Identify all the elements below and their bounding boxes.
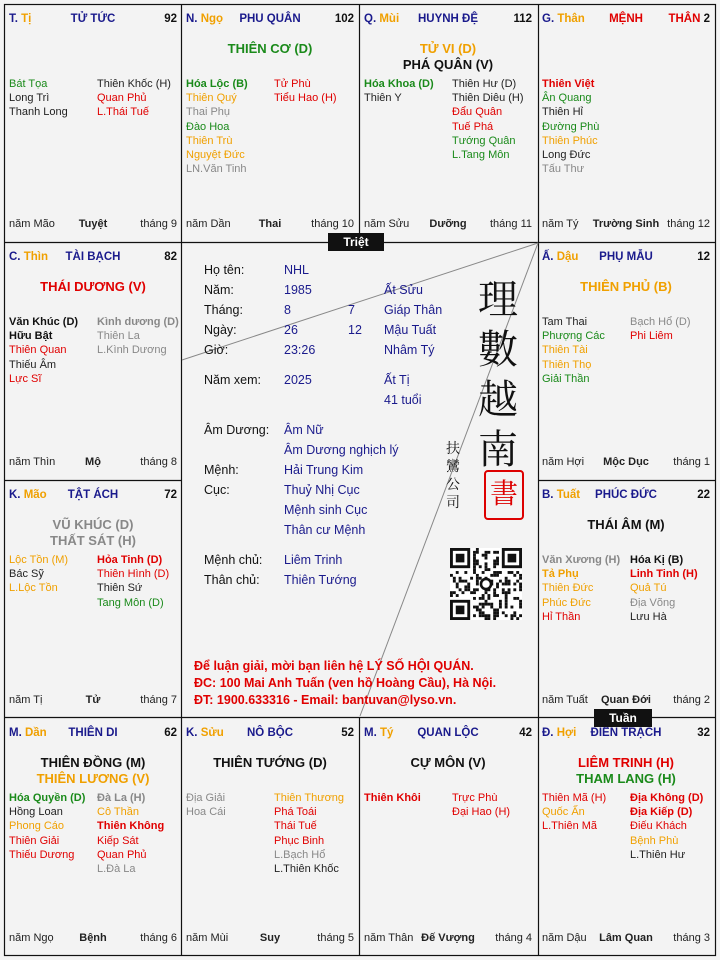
star: Hỉ Thần [542, 610, 581, 623]
palace-branch: C. Thìn [9, 251, 48, 263]
star: Thiên Sứ [97, 582, 143, 595]
left-stars [9, 77, 68, 120]
star: Cô Thần [97, 806, 139, 819]
star: Bác Sỹ [9, 568, 44, 581]
star: Thiên Đức [542, 582, 594, 595]
palace-name: PHỤ MẪU [599, 251, 653, 263]
star: Địa Giải [186, 792, 226, 804]
cell-month: tháng 5 [317, 932, 354, 944]
cell-stage: Lâm Quan [599, 932, 653, 944]
star: Tử Phù [274, 78, 311, 90]
branch-earthly: Thân [557, 13, 585, 25]
cell-stage: Thai [258, 218, 282, 230]
star: Thiên Giải [9, 834, 60, 847]
palace-cell-ngo [182, 5, 358, 240]
palace-number: 42 [519, 727, 532, 739]
star: Thiên Thương [274, 792, 345, 804]
contact-address: ĐC: 100 Mai Anh Tuấn (ven hồ Hoàng Cầu), Hà Nội. [194, 676, 497, 690]
main-star: LIÊM TRINH (H) [577, 755, 675, 770]
palace-number: 22 [697, 489, 710, 501]
palace-cell-mui [360, 5, 536, 240]
cell-year: năm Tý [542, 218, 579, 230]
cell-month: tháng 2 [673, 694, 710, 706]
main-star: PHÁ QUÂN (V) [402, 57, 494, 72]
branch-earthly: Dậu [556, 251, 579, 263]
value: Thân cư Mệnh [284, 523, 366, 537]
star: Linh Tinh (H) [630, 568, 698, 581]
value: 23:26 [284, 343, 316, 357]
star: Phi Liêm [630, 330, 673, 343]
main-star: THẤT SÁT (H) [50, 533, 136, 548]
branch-earthly: Tý [379, 727, 394, 739]
calligraphy-title: 理數越南 [478, 277, 518, 473]
star: Quả Tú [630, 582, 667, 595]
star: Kiếp Sát [97, 834, 139, 847]
palace-name: TẬT ÁCH [67, 489, 119, 501]
value: Mậu Tuất [384, 323, 437, 337]
value: 8 [284, 303, 291, 317]
palace-cell-dau [538, 243, 714, 478]
left-stars [542, 77, 599, 176]
value: 2025 [284, 373, 312, 387]
value: Ất Tị [384, 373, 410, 387]
star: Tam Thai [542, 316, 588, 328]
star: Thiên Hư (D) [452, 78, 517, 90]
main-star: THIÊN ĐỒNG (M) [40, 755, 146, 770]
label: Giờ: [204, 343, 229, 357]
star: Văn Khúc (D) [9, 316, 79, 328]
left-stars [186, 77, 248, 176]
branch-earthly: Sửu [200, 727, 224, 739]
star: Long Đức [542, 149, 591, 162]
label: Ngày: [204, 323, 237, 337]
star: Phong Cáo [9, 820, 65, 833]
star: Điếu Khách [630, 820, 687, 833]
star: Đẩu Quân [452, 106, 503, 119]
star: L.Thiên Mã [542, 820, 598, 833]
left-stars [186, 791, 226, 819]
star: Thiên Việt [542, 78, 595, 90]
palace-number: 62 [164, 727, 177, 739]
main-star: TỬ VI (D) [419, 41, 477, 56]
cell-month: tháng 8 [140, 456, 177, 468]
branch-earthly: Dần [24, 727, 47, 739]
right-stars [274, 791, 344, 876]
star: Kình dương (D) [97, 316, 179, 328]
palace-number: 92 [164, 13, 177, 25]
star: Hóa Quyền (D) [9, 792, 86, 804]
cell-month: tháng 10 [311, 218, 354, 230]
value: Mệnh sinh Cục [284, 503, 368, 517]
cell-year: năm Thìn [9, 456, 56, 468]
star: L.Tang Môn [452, 149, 510, 162]
star: Tuế Phá [452, 120, 494, 133]
branch-earthly: Tuất [556, 489, 581, 501]
left-stars [542, 315, 605, 386]
main-star: VŨ KHÚC (D) [52, 517, 134, 532]
palace-number: 32 [697, 727, 710, 739]
palace-name: TỬ TỨC [70, 13, 116, 25]
star: Thiếu Dương [9, 848, 75, 861]
star: L.Đà La [97, 863, 136, 876]
cell-stage: Tử [85, 694, 101, 706]
star: L.Thái Tuế [97, 106, 149, 119]
star: Quan Phủ [97, 92, 147, 105]
palace-branch: Đ. Hợi [542, 727, 577, 739]
value: Âm Nữ [284, 423, 324, 437]
star: Thai Phụ [186, 106, 231, 119]
palace-name: QUAN LỘC [417, 727, 479, 739]
star: Địa Kiếp (D) [630, 806, 693, 819]
star: Phục Binh [274, 834, 325, 847]
than-marker: THÂN [668, 13, 704, 25]
star: Phúc Đức [542, 596, 591, 609]
palace-name: PHU QUÂN [239, 13, 301, 25]
star: Thiên Diêu (H) [452, 92, 524, 105]
star: LN.Văn Tinh [186, 163, 247, 176]
palace-branch: T. Tị [9, 13, 32, 25]
branch-earthly: Mão [23, 489, 47, 501]
star: Thiên Tài [542, 344, 588, 357]
star: Tang Môn (D) [97, 596, 164, 609]
left-stars [9, 315, 78, 386]
star: Hoa Cái [186, 806, 226, 819]
branch-earthly: Thìn [23, 251, 48, 263]
palace-name: TÀI BẠCH [65, 251, 121, 263]
cell-stage: Dưỡng [429, 218, 467, 230]
main-star: THAM LANG (H) [576, 771, 676, 786]
value: Âm Dương nghịch lý [284, 443, 399, 457]
star: Thiên Hình (D) [97, 568, 170, 581]
right-stars [274, 77, 337, 105]
palace-number: THÂN 2 [668, 13, 710, 25]
right-stars [97, 553, 169, 610]
main-star: THIÊN CƠ (D) [227, 41, 313, 56]
star: Bệnh Phù [630, 834, 679, 847]
value: 1985 [284, 283, 312, 297]
qr-code [450, 548, 522, 620]
palace-number: 12 [697, 251, 710, 263]
star: Giải Thần [542, 372, 590, 385]
label: Thân chủ: [204, 573, 260, 587]
star: Bát Tọa [9, 78, 48, 90]
star: Lưu Hà [630, 610, 667, 623]
star: Thiên La [97, 330, 140, 343]
star: Hỏa Tinh (D) [97, 554, 163, 566]
cell-month: tháng 4 [495, 932, 532, 944]
cell-month: tháng 11 [489, 218, 532, 230]
star: Tiểu Hao (H) [274, 92, 337, 105]
star: L.Bạch Hổ [274, 848, 326, 861]
star: Thiên Phúc [542, 134, 598, 147]
star: Quan Phủ [97, 848, 147, 861]
cell-month: tháng 3 [673, 932, 710, 944]
star: Thiên Quý [186, 92, 237, 105]
contact-phone-email: ĐT: 1900.633316 - Email: bantuvan@lyso.vn. [194, 693, 457, 707]
palace-cell-than [538, 5, 714, 240]
palace-cell-suu [182, 719, 358, 954]
left-stars [364, 791, 421, 805]
star: Hồng Loan [9, 806, 63, 819]
label: Âm Dương: [204, 423, 270, 437]
cell-month: tháng 12 [667, 218, 710, 230]
left-stars [542, 791, 606, 834]
palace-branch: K. Sửu [186, 727, 224, 739]
star: Tả Phụ [542, 568, 579, 581]
star: Thiên Thọ [542, 358, 592, 371]
calligraphy-subtitle: 扶鸞公司 [446, 441, 460, 511]
palace-branch: B. Tuất [542, 489, 581, 501]
cell-year: năm Mão [9, 218, 55, 230]
value: 12 [348, 323, 362, 337]
cell-year: năm Hợi [542, 456, 585, 468]
main-star: THIÊN TƯỚNG (D) [213, 755, 327, 770]
palace-cell-hoi [538, 719, 714, 954]
palace-branch: N. Ngọ [186, 13, 224, 25]
palace-branch: Ấ. Dậu [542, 251, 579, 263]
star: Nguyệt Đức [186, 149, 245, 162]
star: Tấu Thư [542, 163, 585, 176]
main-star: THÁI DƯƠNG (V) [40, 279, 146, 294]
star: Địa Không (D) [630, 792, 704, 804]
left-stars [364, 77, 434, 105]
label: Năm: [204, 283, 234, 297]
star: Địa Võng [630, 596, 676, 609]
cell-month: tháng 6 [140, 932, 177, 944]
palace-number: 112 [513, 13, 532, 25]
star: Ân Quang [542, 92, 592, 105]
right-stars [97, 77, 171, 120]
star: Thiên Y [364, 92, 402, 105]
star: Lực Sĩ [9, 372, 42, 385]
left-stars [9, 553, 68, 596]
value: 26 [284, 323, 298, 337]
palace-number: 52 [341, 727, 354, 739]
value: Ất Sửu [384, 283, 423, 297]
star: L.Lộc Tồn [9, 582, 58, 595]
palace-name: ĐIỀN TRẠCH [590, 727, 662, 739]
contact-line: Để luận giải, mời bạn liên hệ LÝ SỐ HỘI QUÁN. [194, 659, 474, 673]
star: Bạch Hổ (D) [630, 316, 691, 328]
star: Thiên Khốc (H) [97, 78, 171, 90]
palace-branch: M. Tý [364, 727, 394, 739]
label: Mệnh: [204, 463, 239, 477]
value: 7 [348, 303, 355, 317]
star: Thái Tuế [274, 820, 317, 833]
cell-year: năm Tuất [542, 694, 588, 706]
branch-earthly: Tị [21, 13, 32, 25]
star: Đại Hao (H) [452, 806, 511, 819]
palace-branch: G. Thân [542, 13, 585, 25]
cell-year: năm Thân [364, 932, 414, 944]
star: Hóa Khoa (D) [364, 78, 434, 90]
cell-stage: Bệnh [79, 932, 107, 944]
palace-name: THIÊN DI [68, 727, 118, 739]
star: Tướng Quân [452, 134, 516, 147]
branch-earthly: Mùi [379, 13, 400, 25]
palace-branch: Q. Mùi [364, 13, 400, 25]
value: 41 tuổi [384, 393, 422, 407]
palace-name: PHÚC ĐỨC [595, 489, 657, 501]
left-stars [542, 553, 620, 624]
right-stars [630, 315, 691, 343]
red-seal [484, 470, 524, 520]
star: Thiên Không [97, 820, 165, 833]
star: Long Trì [9, 92, 50, 105]
right-stars [630, 553, 698, 624]
label: Mệnh chủ: [204, 553, 263, 567]
star: L.Thiên Khốc [274, 863, 339, 876]
palace-name: HUYNH ĐỆ [417, 13, 479, 25]
star: Hóa Lộc (B) [186, 78, 248, 90]
star: Trực Phù [452, 792, 498, 804]
branch-earthly: Ngọ [200, 13, 224, 25]
cell-month: tháng 7 [140, 694, 177, 706]
star: Đường Phù [542, 120, 600, 133]
star: Thiên Hỉ [542, 106, 583, 119]
palace-cell-mao [5, 481, 181, 716]
cell-stage: Mộc Dục [603, 456, 649, 468]
right-stars [97, 315, 179, 358]
cell-stage: Tuyệt [78, 218, 108, 230]
star: Thiên Mã (H) [542, 792, 607, 804]
main-star: THÁI ÂM (M) [587, 517, 665, 532]
right-stars [630, 791, 703, 862]
value: NHL [284, 263, 310, 277]
value: Thuỷ Nhị Cục [284, 483, 360, 497]
star: L.Kình Dương [97, 344, 167, 357]
palace-number: 82 [164, 251, 177, 263]
star: Đà La (H) [97, 792, 146, 804]
cell-year: năm Tị [9, 694, 43, 706]
star: Quốc Ấn [542, 806, 585, 819]
label: Tháng: [204, 303, 243, 317]
palace-name: MỆNH [609, 13, 643, 25]
cell-stage: Đế Vượng [421, 932, 475, 944]
palace-cell-thin [5, 243, 181, 478]
value: Hải Trung Kim [284, 463, 364, 477]
cell-year: năm Dậu [542, 932, 587, 944]
cell-month: tháng 1 [673, 456, 710, 468]
triet-tag: Triệt [328, 233, 384, 251]
cell-stage: Mộ [85, 456, 101, 468]
star: Thiên Khôi [364, 792, 421, 804]
star: Thiếu Âm [9, 358, 57, 371]
cell-year: năm Mùi [186, 932, 229, 944]
right-stars [97, 791, 164, 876]
right-stars [452, 791, 510, 819]
star: Thiên Quan [9, 344, 67, 357]
tuan-tag: Tuần [594, 709, 652, 727]
star: Lộc Tồn (M) [9, 554, 69, 566]
palace-cell-ti [5, 5, 181, 240]
cell-stage: Suy [259, 932, 281, 944]
value: Giáp Thân [384, 303, 443, 317]
star: Văn Xương (H) [542, 554, 621, 566]
cell-month: tháng 9 [140, 218, 177, 230]
value: Nhâm Tý [384, 343, 435, 357]
star: Phượng Các [542, 330, 605, 343]
star: Thiên Trù [186, 134, 233, 147]
palace-number: 102 [334, 13, 354, 25]
palace-cell-ty [360, 719, 536, 954]
star: Đào Hoa [186, 120, 230, 133]
cell-stage: Quan Đới [601, 694, 651, 706]
palace-branch: M. Dần [9, 727, 47, 739]
cell-stage: Trường Sinh [592, 218, 660, 230]
label: Năm xem: [204, 373, 261, 387]
cell-year: năm Sửu [364, 218, 410, 230]
palace-number: 72 [164, 489, 177, 501]
main-star: THIÊN PHỦ (B) [580, 279, 672, 294]
main-star: CỰ MÔN (V) [410, 755, 486, 770]
value: Liêm Trinh [284, 553, 343, 567]
cell-year: năm Dần [186, 218, 231, 230]
branch-earthly: Hợi [556, 727, 577, 739]
value: Thiên Tướng [284, 573, 357, 587]
main-star: THIÊN LƯƠNG (V) [36, 771, 150, 786]
right-stars [452, 77, 524, 162]
left-stars [9, 791, 85, 862]
star: Hữu Bật [9, 330, 53, 343]
star: Phá Toái [274, 806, 317, 819]
palace-cell-tuat [538, 481, 714, 716]
label: Họ tên: [204, 263, 245, 277]
seal-glyph: 書 [489, 477, 518, 510]
label: Cục: [204, 483, 230, 497]
palace-name: NÔ BỘC [247, 727, 293, 739]
palace-cell-dan [5, 719, 181, 954]
star: Thanh Long [9, 106, 68, 119]
star: L.Thiên Hư [630, 848, 686, 861]
palace-branch: K. Mão [9, 489, 47, 501]
cell-year: năm Ngọ [9, 932, 54, 944]
star: Hóa Kị (B) [630, 554, 684, 566]
